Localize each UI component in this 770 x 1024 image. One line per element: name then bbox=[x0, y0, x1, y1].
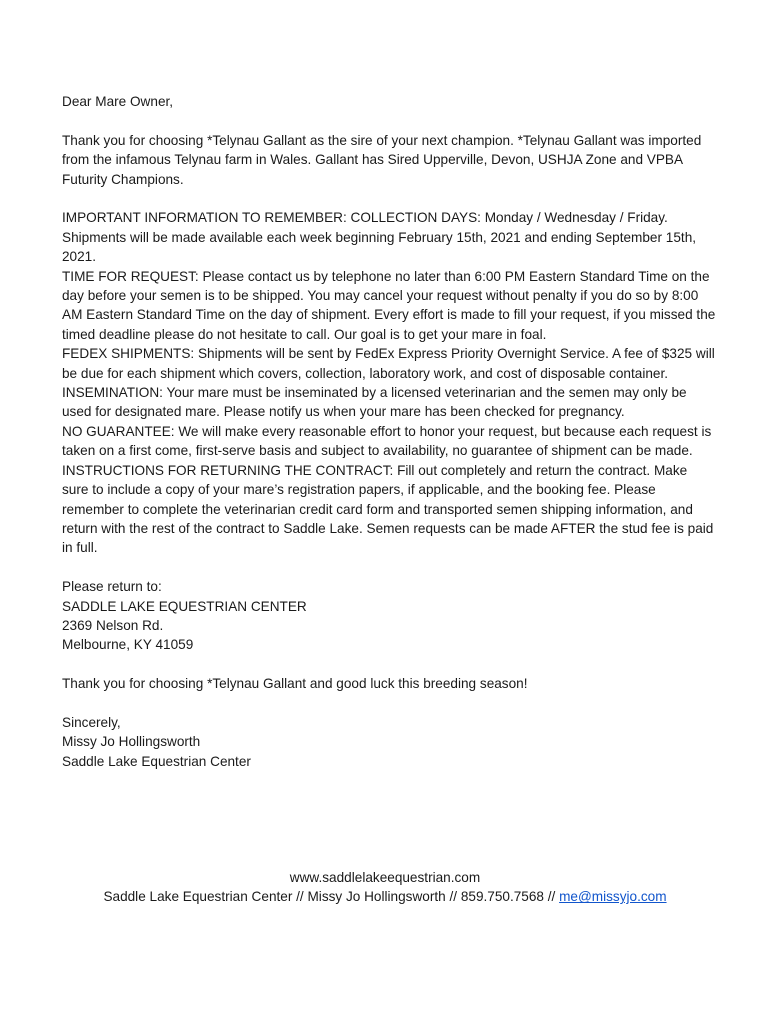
footer-website: www.saddlelakeequestrian.com bbox=[289, 870, 481, 885]
paragraph-gap bbox=[62, 655, 716, 674]
paragraph-gap bbox=[62, 694, 716, 713]
signer-name: Missy Jo Hollingsworth bbox=[62, 734, 201, 750]
paragraph-gap bbox=[62, 558, 716, 577]
footer-contact-text: Saddle Lake Equestrian Center // Missy Jo Hollingsworth // 859.750.7568 // bbox=[103, 889, 560, 905]
paragraph-gap bbox=[62, 189, 716, 208]
footer-email-link[interactable]: me@missyjo.com bbox=[559, 889, 667, 905]
return-address-street: 2369 Nelson Rd. bbox=[62, 617, 164, 633]
paragraph-gap bbox=[62, 111, 716, 130]
return-address-city: Melbourne, KY 41059 bbox=[62, 637, 194, 653]
signer-organization: Saddle Lake Equestrian Center bbox=[62, 753, 251, 769]
return-address-name: SADDLE LAKE EQUESTRIAN CENTER bbox=[62, 598, 307, 614]
section-fedex-shipments: FEDEX SHIPMENTS: Shipments will be sent by FedEx Express Priority Overnight Service. A fee of $325 will be due for each shipment which covers, collection, laboratory work, and cost of disposable container. bbox=[62, 346, 715, 381]
page-footer bbox=[0, 868, 770, 907]
return-to-label: Please return to: bbox=[62, 579, 162, 595]
intro-paragraph: Thank you for choosing *Telynau Gallant as the sire of your next champion. *Telynau Gallant was imported from the infamous Telynau farm in Wales. Gallant has Sired Upperville, Devon, USHJA Zone and VPBA Futurity Champions. bbox=[62, 132, 702, 187]
section-insemination: INSEMINATION: Your mare must be inseminated by a licensed veterinarian and the semen may only be used for designated mare. Please notify us when your mare has been checked for pregnancy. bbox=[62, 385, 687, 420]
closing-thanks: Thank you for choosing *Telynau Gallant and good luck this breeding season! bbox=[62, 676, 528, 692]
section-collection-days: IMPORTANT INFORMATION TO REMEMBER: COLLECTION DAYS: Monday / Wednesday / Friday. Shipments will be made available each week beginning February 15th, 2021 and ending September 15th, 2021. bbox=[62, 210, 697, 265]
section-time-for-request: TIME FOR REQUEST: Please contact us by telephone no later than 6:00 PM Eastern Standard Time on the day before your semen is to be shipped. You may cancel your request without penalty if you do so by 8:00 AM Eastern Standard Time on the day of shipment. Every effort is made to fill your request, if you missed the timed deadline please do not hesitate to call. Our goal is to get your mare in foal. bbox=[62, 268, 716, 342]
section-returning-contract: INSTRUCTIONS FOR RETURNING THE CONTRACT: Fill out completely and return the contract. Make sure to include a copy of your mare’s registration papers, if applicable, and the booking fee. Please remember to complete the veterinarian credit card form and transported semen shipping information, and return with the rest of the contract to Saddle Lake. Semen requests can be made AFTER the stud fee is paid in full. bbox=[62, 462, 714, 556]
footer-contact-line bbox=[0, 887, 770, 906]
salutation: Dear Mare Owner, bbox=[62, 94, 174, 109]
section-no-guarantee: NO GUARANTEE: We will make every reasonable effort to honor your request, but because each request is taken on a first come, first-serve basis and subject to availability, no guarantee of shipment can be made. bbox=[62, 423, 712, 459]
letter-body bbox=[62, 92, 716, 771]
signoff: Sincerely, bbox=[62, 714, 121, 730]
